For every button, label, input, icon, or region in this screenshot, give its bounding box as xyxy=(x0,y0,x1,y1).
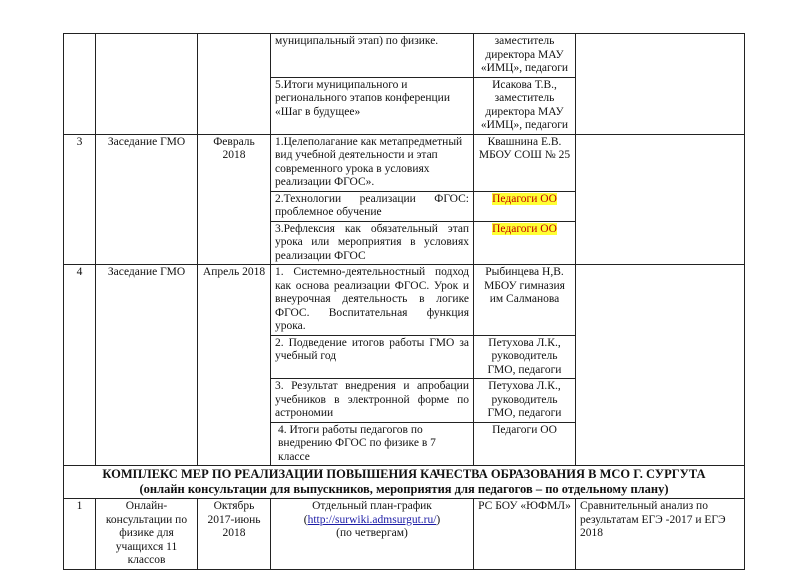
paren: ( xyxy=(303,513,308,526)
date-cell: Апрель 2018 xyxy=(198,265,271,466)
num-cell xyxy=(64,34,96,135)
responsible-cell: Петухова Л.К., руководитель ГМО, педагоги xyxy=(474,379,576,423)
section-title: КОМПЛЕКС МЕР ПО РЕАЛИЗАЦИИ ПОВЫШЕНИЯ КАЧЕСТВА ОБРАЗОВАНИЯ В МСО Г. СУРГУТА xyxy=(102,467,706,481)
topic-cell: 4. Итоги работы педагогов по внедрению ФГОС по физике в 7 классе xyxy=(271,422,474,466)
responsible-cell: Педагоги ОО xyxy=(474,422,576,466)
table-row xyxy=(64,499,745,570)
result-cell xyxy=(576,265,745,466)
section-subtitle: (онлайн консультации для выпускников, мероприятия для педагогов – по отдельному плану) xyxy=(139,482,669,496)
table-row xyxy=(64,134,745,191)
event-cell: Онлайн-консультации по физике для учащихся 11 классов xyxy=(96,499,198,570)
plan-label: Отдельный план-график xyxy=(312,500,432,512)
topic-cell: 2. Подведение итогов работы ГМО за учебный год xyxy=(271,335,474,379)
num-cell: 3 xyxy=(64,134,96,265)
event-cell: Заседание ГМО xyxy=(96,265,198,466)
responsible-cell: Исакова Т.В., заместитель директора МАУ «ИМЦ», педагоги xyxy=(474,77,576,134)
date-cell xyxy=(198,34,271,135)
result-cell xyxy=(576,134,745,265)
section-header-row xyxy=(64,466,745,499)
responsible-cell: заместитель директора МАУ «ИМЦ», педагоги xyxy=(474,34,576,78)
responsible-cell: Рыбинцева Н,В. МБОУ гимназия им Салманова xyxy=(474,265,576,336)
event-cell: Заседание ГМО xyxy=(96,134,198,265)
topic-cell: 1. Системно-деятельностный подход как основа реализации ФГОС. Урок и внеурочная деятельность в логике ФГОС. Воспитательная функция урока. xyxy=(271,265,474,336)
schedule-label: (по четвергам) xyxy=(336,527,408,539)
paren: ) xyxy=(436,513,441,526)
topic-cell: муниципальный этап) по физике. xyxy=(271,34,474,78)
topic-cell xyxy=(271,499,474,570)
plan-table xyxy=(63,33,745,570)
topic-cell: 1.Целеполагание как метапредметный вид учебной деятельности и этап современного урока в условиях реализации ФГОС». xyxy=(271,134,474,191)
responsible-cell xyxy=(474,191,576,221)
responsible-cell: РС БОУ «ЮФМЛ» xyxy=(474,499,576,570)
table-row xyxy=(64,265,745,336)
result-cell: Сравнительный анализ по результатам ЕГЭ -2017 и ЕГЭ 2018 xyxy=(576,499,745,570)
num-cell: 4 xyxy=(64,265,96,466)
topic-cell: 2.Технологии реализации ФГОС: проблемное обучение xyxy=(271,191,474,221)
event-cell xyxy=(96,34,198,135)
date-cell: Февраль 2018 xyxy=(198,134,271,265)
date-cell: Октябрь 2017-июнь 2018 xyxy=(198,499,271,570)
surwiki-link[interactable]: http://surwiki.admsurgut.ru/ xyxy=(307,513,437,526)
num-cell: 1 xyxy=(64,499,96,570)
responsible-cell xyxy=(474,221,576,265)
section-header xyxy=(64,466,745,499)
topic-cell: 5.Итоги муниципального и регионального этапов конференции «Шаг в будущее» xyxy=(271,77,474,134)
responsible-cell: Квашнина Е.В. МБОУ СОШ № 25 xyxy=(474,134,576,191)
table-row xyxy=(64,34,745,78)
link-line xyxy=(275,514,469,528)
responsible-cell: Петухова Л.К., руководитель ГМО, педагоги xyxy=(474,335,576,379)
highlighted-responsible: Педагоги ОО xyxy=(492,192,557,205)
result-cell xyxy=(576,34,745,135)
highlighted-responsible: Педагоги ОО xyxy=(492,222,557,235)
topic-cell: 3. Результат внедрения и апробации учебников в электронной форме по астрономии xyxy=(271,379,474,423)
topic-cell: 3.Рефлексия как обязательный этап урока или мероприятия в условиях реализации ФГОС xyxy=(271,221,474,265)
